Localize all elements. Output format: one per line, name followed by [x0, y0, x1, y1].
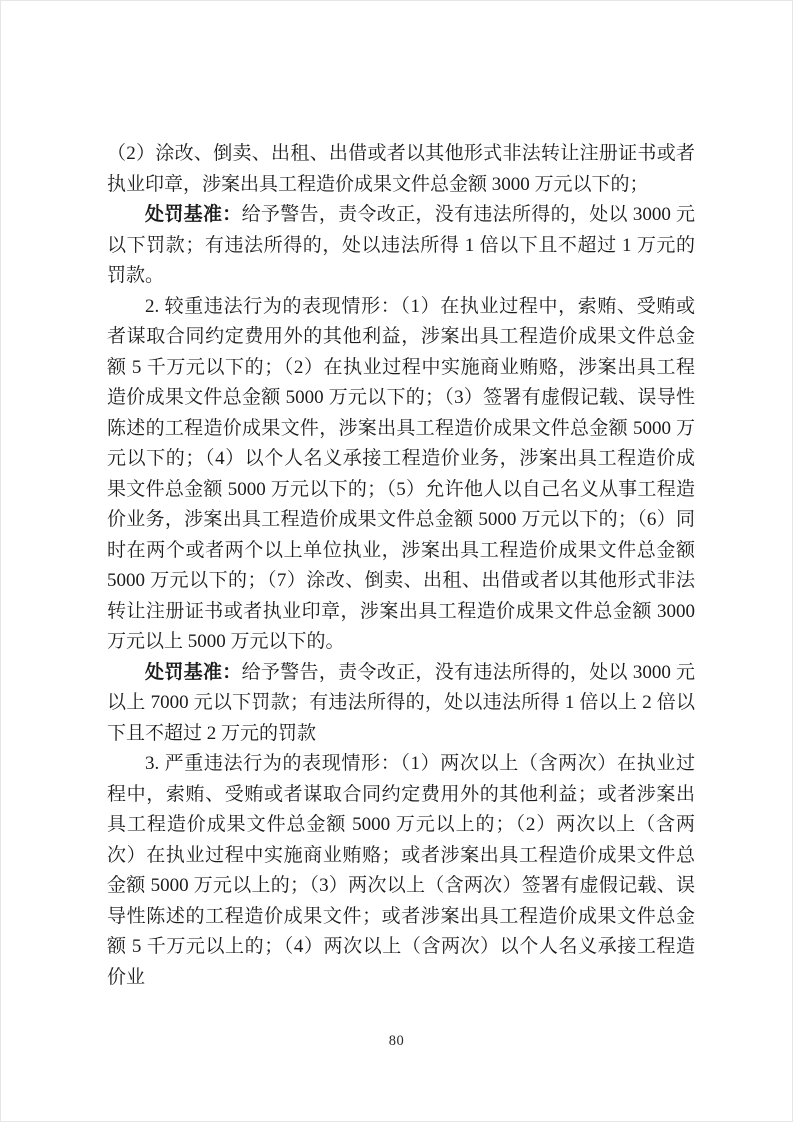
- text-run: 3. 严重违法行为的表现情形：（1）两次以上（含两次）在执业过程中，索贿、受贿或者谋取合同约定费用外的其他利益；或者涉案出具工程造价成果文件总金额 5000 万元以上的；（2）两次以上（含两次）在执业过程中实施商业贿赂；或者涉案出具工程造价成果文件总金额 5000 万元以上的；（3）两次以上（含两次）签署有虚假记载、误导性陈述的工程造价成果文件；或者涉案出具工程造价成果文件总金额 5 千万元以上的；（4）两次以上（含两次）以个人名义承接工程造价业: [107, 753, 695, 988]
- penalty-basis-label: 处罚基准：: [145, 661, 242, 683]
- text-run: 给予警告，责令改正，没有违法所得的，处以 3000 元以上 7000 元以下罚款；有违法所得的，处以违法所得 1 倍以上 2 倍以下且不超过 2 万元的罚款: [107, 661, 695, 744]
- para-penalty-basis-2: [107, 658, 695, 750]
- document-body: [107, 139, 695, 993]
- para-item2-continuation: [107, 139, 695, 200]
- text-run: 给予警告，责令改正，没有违法所得的，处以 3000 元以下罚款；有违法所得的，处以违法所得 1 倍以下且不超过 1 万元的罚款。: [107, 204, 695, 286]
- penalty-basis-label: 处罚基准：: [145, 204, 242, 225]
- text-run: （2）涂改、倒卖、出租、出借或者以其他形式非法转让注册证书或者执业印章，涉案出具工程造价成果文件总金额 3000 万元以下的；: [107, 143, 695, 195]
- page-number: 80: [388, 1033, 405, 1049]
- para-penalty-basis-1: [107, 200, 695, 292]
- para-severe-violations: [107, 749, 695, 993]
- text-run: 2. 较重违法行为的表现情形：（1）在执业过程中，索贿、受贿或者谋取合同约定费用外的其他利益，涉案出具工程造价成果文件总金额 5 千万元以下的；（2）在执业过程中实施商业贿赂，涉案出具工程造价成果文件总金额 5000 万元以下的；（3）签署有虚假记载、误导性陈述的工程造价成果文件，涉案出具工程造价成果文件总金额 5000 万元以下的；（4）以个人名义承接工程造价业务，涉案出具工程造价成果文件总金额 5000 万元以下的；（5）允许他人以自己名义从事工程造价业务，涉案出具工程造价成果文件总金额 5000 万元以下的；（6）同时在两个或者两个以上单位执业，涉案出具工程造价成果文件总金额 5000 万元以下的；（7）涂改、倒卖、出租、出借或者以其他形式非法转让注册证书或者执业印章，涉案出具工程造价成果文件总金额 3000 万元以上 5000 万元以下的。: [107, 295, 695, 652]
- para-moderate-violations: [107, 292, 695, 658]
